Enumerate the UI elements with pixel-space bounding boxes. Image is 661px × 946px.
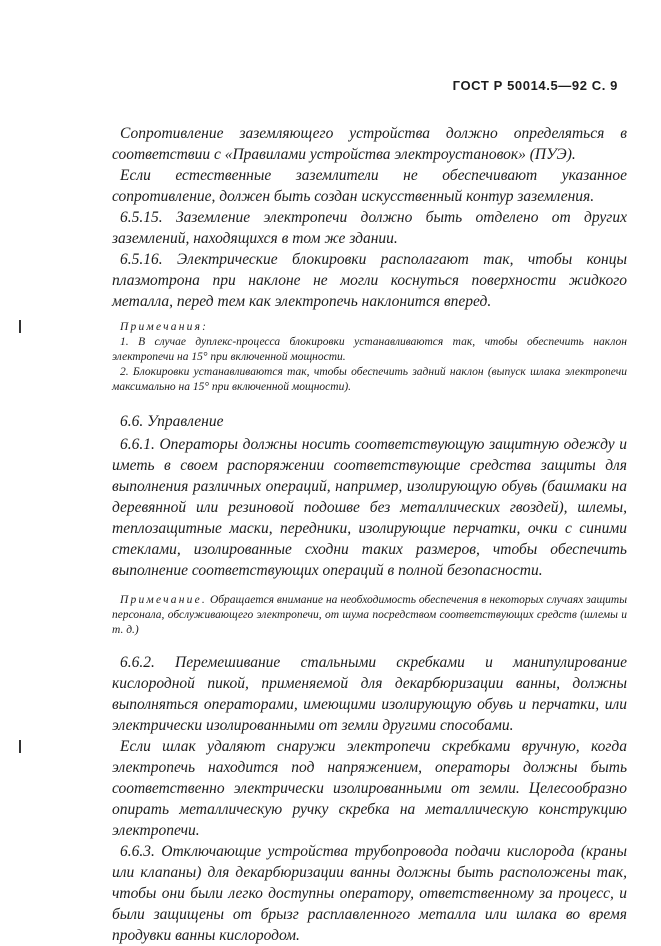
- note-text: Обращается внимание на необходимость обеспечения в некоторых случаях защиты персонала, обслуживающего электропечи, от шума посредством соответствующих средств (шлемы и т. д.): [112, 594, 627, 636]
- paragraph-6-5-16: 6.5.16. Электрические блокировки располагают так, чтобы концы плазмотрона при наклоне не могли коснуться поверхности жидкого металла, перед тем как электропечь наклонится вперед.: [112, 251, 627, 310]
- paragraph-6-6-1: 6.6.1. Операторы должны носить соответствующую защитную одежду и иметь в своем распоряжении соответствующие средства защиты для выполнения различных операций, например, изолирующую обувь (башмаки на деревянной или резиновой подошве без металлических гвоздей), шлемы, теплозащитные маски, передники, изолирующие перчатки, очки с синими стеклами, изолированные сходни таких размеров, чтобы обеспечить выполнение соответствующих операций в полной безопасности.: [112, 436, 627, 579]
- notes-heading: Примечания:: [120, 321, 209, 333]
- note-item-2: 2. Блокировки устанавливаются так, чтобы обеспечить задний наклон (выпуск шлака электропечи максимально на 15° при включенной мощности).: [112, 366, 627, 393]
- paragraph-6-6-3: 6.6.3. Отключающие устройства трубопровода подачи кислорода (краны или клапаны) для декарбюризации ванны должны быть расположены так, чтобы они были легко доступны оператору, ответственному за процесс, и были защищены от брызг расплавленного металла или шлака во время продувки ванны кислородом.: [112, 843, 627, 944]
- note-item-1: 1. В случае дуплекс-процесса блокировки устанавливаются так, чтобы обеспечить наклон электропечи на 15° при включенной мощности.: [112, 336, 627, 363]
- paragraph-6-6-2: 6.6.2. Перемешивание стальными скребками и манипулирование кислородной пикой, применяемой для декарбюризации ванны, должны выполняться операторами, имеющими изолирующую обувь и перчатки, или электрически изолированными от земли другими способами.: [112, 654, 627, 734]
- paragraph-artificial-grounding: Если естественные заземлители не обеспечивают указанное сопротивление, должен быть создан искусственный контур заземления.: [112, 167, 627, 205]
- margin-mark: [19, 740, 21, 753]
- document-body: [112, 123, 627, 946]
- section-title-control: 6.6. Управление: [120, 413, 224, 430]
- paragraph-6-5-15: 6.5.15. Заземление электропечи должно быть отделено от других заземлений, находящихся в том же здании.: [112, 209, 627, 247]
- margin-mark: [19, 320, 21, 333]
- note-label: Примечание.: [120, 594, 207, 606]
- note-protection: [112, 593, 627, 638]
- paragraph-slag-removal: Если шлак удаляют снаружи электропечи скребками вручную, когда электропечь находится под напряжением, операторы должны быть соответственно электрически изолированными от земли. Целесообразно опирать металлическую ручку скребка на металлическую конструкцию электропечи.: [112, 738, 627, 839]
- page-header: ГОСТ Р 50014.5—92 С. 9: [452, 78, 618, 93]
- paragraph-grounding-resistance: Сопротивление заземляющего устройства должно определяться в соответствии с «Правилами устройства электроустановок» (ПУЭ).: [112, 125, 627, 163]
